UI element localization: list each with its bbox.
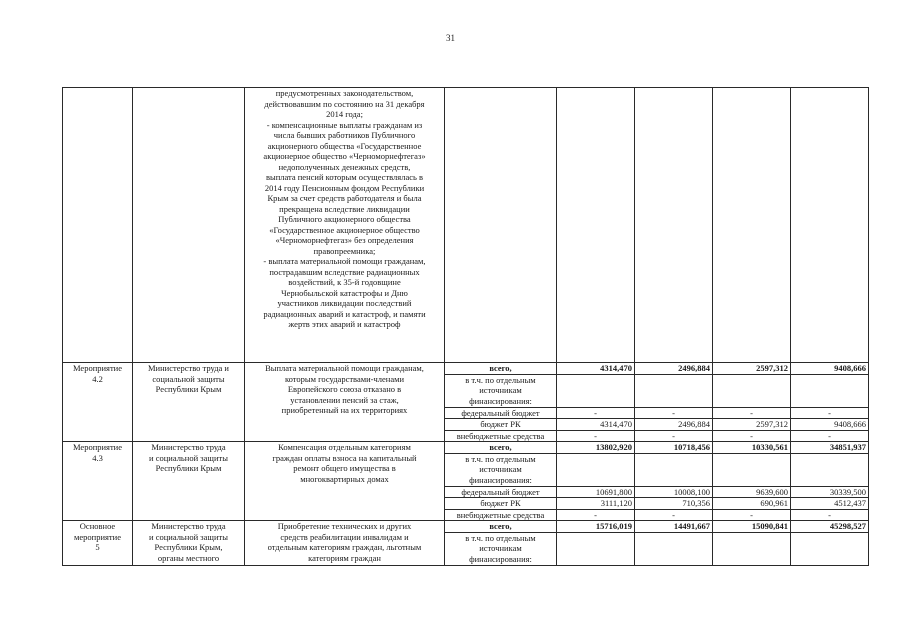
source-cell: всего,	[445, 363, 557, 375]
funding-table	[62, 87, 869, 566]
value-cell: 9639,600	[713, 486, 791, 498]
source-cell: бюджет РК	[445, 498, 557, 510]
continuation-row	[63, 88, 869, 363]
total-cell	[791, 88, 869, 363]
total-cell: 9408,666	[791, 363, 869, 375]
source-cell: всего,	[445, 521, 557, 533]
source-cell: внебюджетные средства	[445, 509, 557, 521]
value-cell: -	[635, 509, 713, 521]
value-cell	[557, 532, 635, 565]
total-cell	[791, 532, 869, 565]
value-cell: 2597,312	[713, 419, 791, 431]
value-cell: 14491,667	[635, 521, 713, 533]
value-cell: 10691,800	[557, 486, 635, 498]
total-cell	[791, 374, 869, 407]
value-cell: 4314,470	[557, 363, 635, 375]
organization-cell: Министерство труда и социальной защиты Республики Крым	[133, 363, 245, 442]
value-cell	[713, 532, 791, 565]
description-cell: предусмотренных законодательством, действовавшим по состоянию на 31 декабря 2014 года; - компенсационные выплаты гражданам из числа бывших работников Публичного акционерного общества «Государственное акционерное общество «Черноморнефтегаз» недополученных денежных средств, выплата пенсий которым осуществлялась в 2014 году Пенсионным фондом Республики Крым за счет средств работодателя и была прекращена вследствие ликвидации Публичного акционерного общества «Государственное акционерное общество «Черноморнефтегаз» без определения правопреемника; - выплата материальной помощи гражданам, пострадавшим вследствие радиационных воздействий, к 35-й годовщине Чернобыльской катастрофы и Дню участников ликвидации последствий радиационных аварий и катастроф, и памяти жертв этих аварий и катастроф	[245, 88, 445, 363]
source-cell: федеральный бюджет	[445, 407, 557, 419]
description-cell: Выплата материальной помощи гражданам, которым государствами-членами Европейского союза отказано в установлении пенсий за стаж, приобретенный на их территориях	[245, 363, 445, 442]
value-cell	[635, 453, 713, 486]
value-cell: 2496,884	[635, 363, 713, 375]
value-cell: -	[557, 509, 635, 521]
organization-cell: Министерство труда и социальной защиты Республики Крым	[133, 442, 245, 521]
value-cell: 10008,100	[635, 486, 713, 498]
measure-cell: Мероприятие 4.2	[63, 363, 133, 442]
value-cell	[557, 374, 635, 407]
table-row	[63, 521, 869, 533]
value-cell: 10718,456	[635, 442, 713, 454]
total-cell: 34851,937	[791, 442, 869, 454]
value-cell	[713, 453, 791, 486]
value-cell	[713, 374, 791, 407]
value-cell: -	[713, 407, 791, 419]
source-cell: бюджет РК	[445, 419, 557, 431]
source-cell: в т.ч. по отдельным источникам финансирования:	[445, 453, 557, 486]
measure-cell: Основное мероприятие 5	[63, 521, 133, 566]
value-cell: 710,356	[635, 498, 713, 510]
source-cell: внебюджетные средства	[445, 430, 557, 442]
value-cell: -	[635, 407, 713, 419]
description-cell: Компенсация отдельным категориям граждан оплаты взноса на капитальный ремонт общего имущества в многоквартирных домах	[245, 442, 445, 521]
total-cell: -	[791, 430, 869, 442]
source-cell: в т.ч. по отдельным источникам финансирования:	[445, 532, 557, 565]
total-cell: -	[791, 407, 869, 419]
source-cell: всего,	[445, 442, 557, 454]
value-cell	[635, 88, 713, 363]
value-cell: -	[713, 430, 791, 442]
total-cell	[791, 453, 869, 486]
value-cell	[635, 374, 713, 407]
page-number: 31	[446, 33, 455, 43]
total-cell: 30339,500	[791, 486, 869, 498]
value-cell: -	[557, 407, 635, 419]
table-row	[63, 442, 869, 454]
total-cell: 4512,437	[791, 498, 869, 510]
value-cell	[713, 88, 791, 363]
source-cell: федеральный бюджет	[445, 486, 557, 498]
value-cell: 2597,312	[713, 363, 791, 375]
value-cell: 15716,019	[557, 521, 635, 533]
source-cell: в т.ч. по отдельным источникам финансирования:	[445, 374, 557, 407]
source-cell	[445, 88, 557, 363]
value-cell: 10330,561	[713, 442, 791, 454]
table-row	[63, 363, 869, 375]
value-cell: -	[635, 430, 713, 442]
description-cell: Приобретение технических и других средств реабилитации инвалидам и отдельным категориям граждан, льготным категориям граждан	[245, 521, 445, 566]
organization-cell: Министерство труда и социальной защиты Республики Крым, органы местного	[133, 521, 245, 566]
value-cell	[557, 453, 635, 486]
total-cell: 9408,666	[791, 419, 869, 431]
value-cell: -	[557, 430, 635, 442]
value-cell: 15090,841	[713, 521, 791, 533]
value-cell: 2496,884	[635, 419, 713, 431]
measure-cell: Мероприятие 4.3	[63, 442, 133, 521]
measure-cell	[63, 88, 133, 363]
value-cell: 13802,920	[557, 442, 635, 454]
value-cell	[635, 532, 713, 565]
organization-cell	[133, 88, 245, 363]
value-cell: 690,961	[713, 498, 791, 510]
value-cell: 3111,120	[557, 498, 635, 510]
value-cell	[557, 88, 635, 363]
value-cell: -	[713, 509, 791, 521]
total-cell: 45298,527	[791, 521, 869, 533]
total-cell: -	[791, 509, 869, 521]
value-cell: 4314,470	[557, 419, 635, 431]
